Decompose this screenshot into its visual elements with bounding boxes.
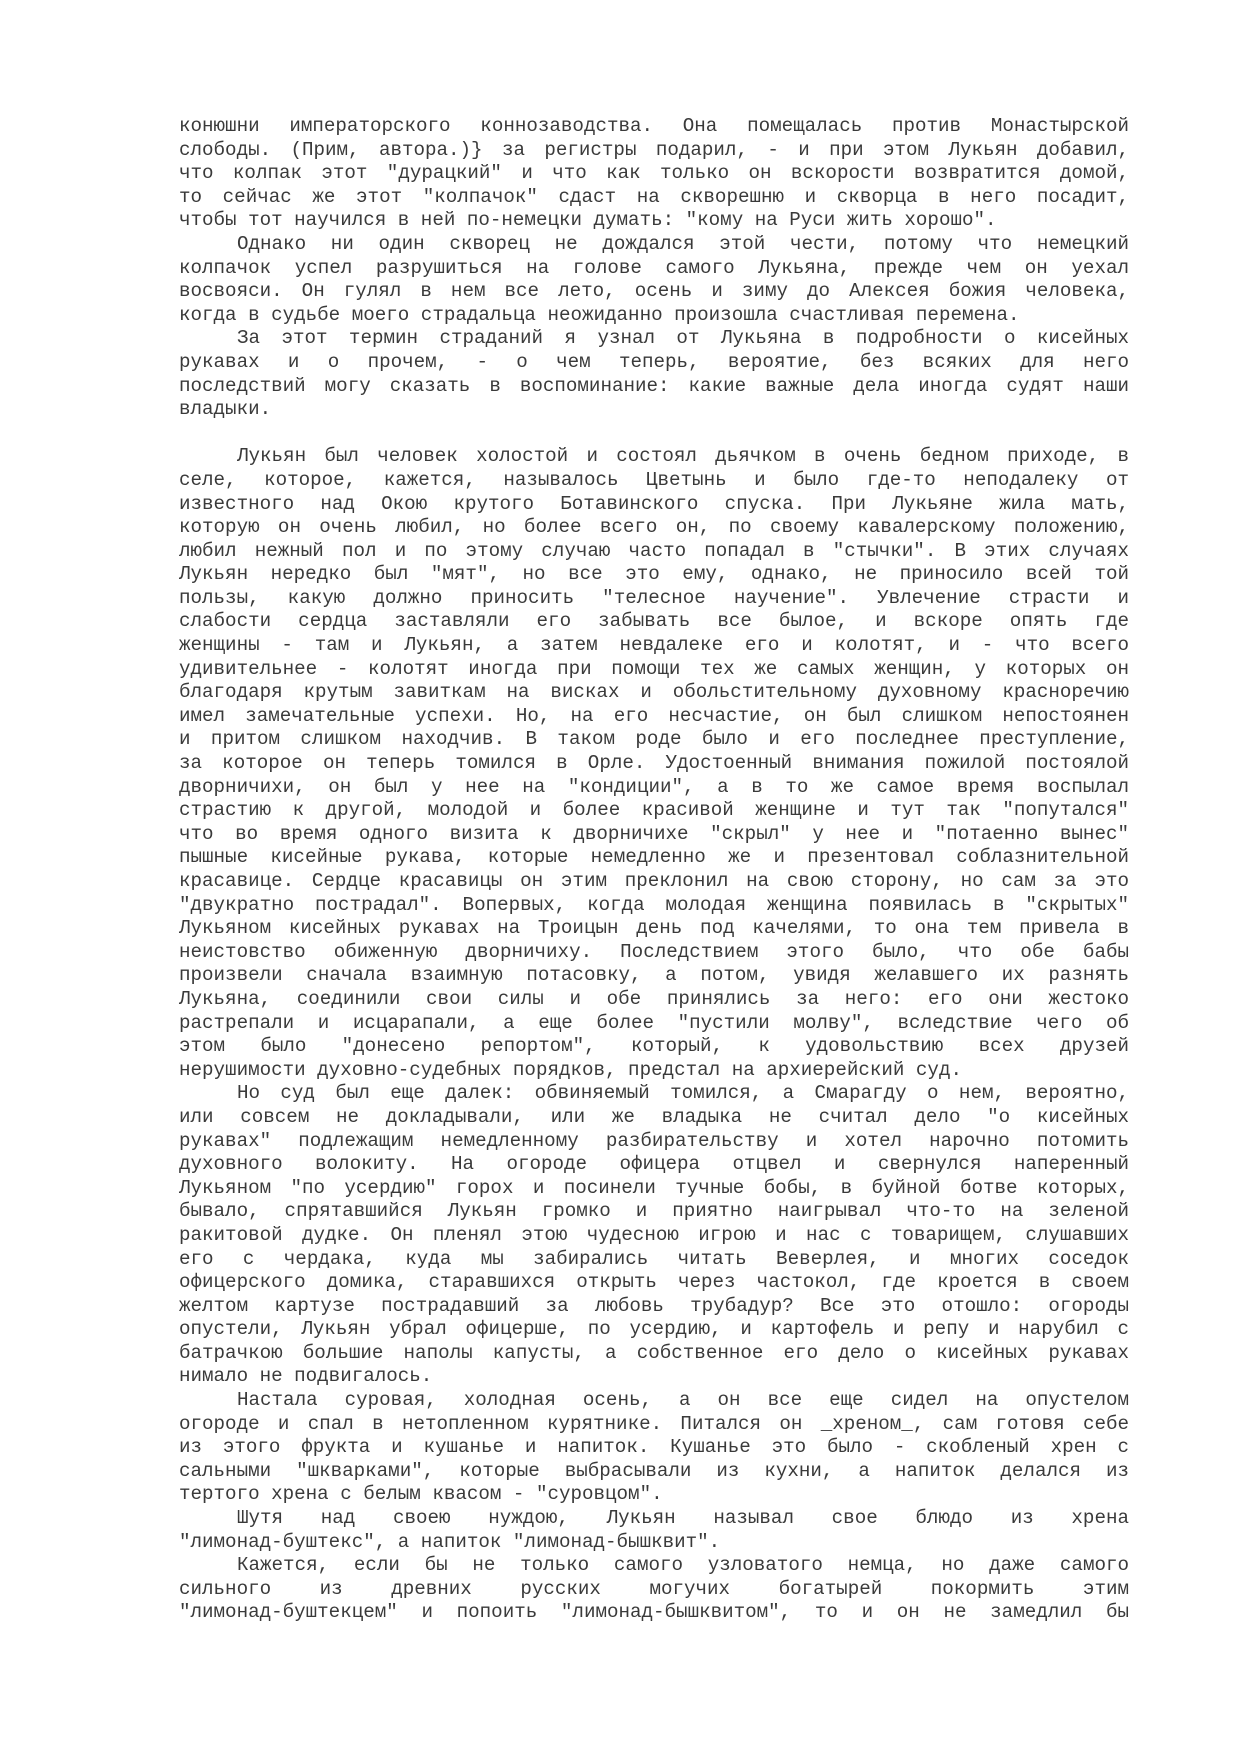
text-line: за которое он теперь томился в Орле. Удостоенный внимания пожилой постоялой	[179, 752, 1129, 775]
text-line: растрепали и исцарапали, а еще более "пустили молву", вследствие чего об	[179, 1011, 1129, 1034]
text-line: удивительнее - колотят иногда при помощи тех же самых женщин, у которых он	[179, 657, 1129, 680]
text-line: слободы. (Прим, автора.)} за регистры подарил, - и при этом Лукьян добавил,	[179, 138, 1129, 161]
text-line: страстию к другой, молодой и более красивой женщине и тут так "попутался"	[179, 799, 1129, 822]
text-line: имел замечательные успехи. Но, на его несчастие, он был слишком непостоянен	[179, 704, 1129, 727]
text-line: "лимонад-буштекс", а напиток "лимонад-бышквит".	[179, 1530, 721, 1553]
text-line: "двукратно пострадал". Вопервых, когда молодая женщина появилась в "скрытых"	[179, 893, 1129, 916]
text-line: его с чердака, куда мы забирались читать Веверлея, и многих соседок	[179, 1247, 1129, 1270]
text-line: которую он очень любил, но более всего он, по своему кавалерскому положению,	[179, 516, 1129, 539]
paragraph	[179, 1082, 1129, 1389]
text-line: Лукьян был человек холостой и состоял дьячком в очень бедном приходе, в	[237, 445, 1129, 468]
text-line: что во время одного визита к дворничихе "скрыл" у нее и "потаенно вынес"	[179, 822, 1129, 845]
text-line: нерушимости духовно-судебных порядков, предстал на архиерейский суд.	[179, 1058, 962, 1081]
paragraph-gap	[179, 422, 1129, 446]
text-line: Шутя над своею нуждою, Лукьян называл свое блюдо из хрена	[237, 1507, 1129, 1530]
text-line: женщины - там и Лукьян, а затем невдалеке его и колотят, и - что всего	[179, 634, 1129, 657]
text-line: владыки.	[179, 398, 272, 421]
text-line: Но суд был еще далек: обвиняемый томился, а Смарагду о нем, вероятно,	[237, 1082, 1129, 1105]
text-line: что колпак этот "дурацкий" и что как только он вскорости возвратится домой,	[179, 162, 1129, 185]
text-line: любил нежный пол и по этому случаю часто попадал в "стычки". В этих случаях	[179, 539, 1129, 562]
text-line: офицерского домика, старавшихся открыть через частокол, где кроется в своем	[179, 1271, 1129, 1294]
text-line: колпачок успел разрушиться на голове самого Лукьяна, прежде чем он уехал	[179, 256, 1129, 279]
text-line: этом было "донесено репортом", который, к удовольствию всех друзей	[179, 1035, 1129, 1058]
text-line: нимало не подвигалось.	[179, 1365, 433, 1388]
text-line: и притом слишком находчив. В таком роде было и его последнее преступление,	[179, 728, 1129, 751]
text-line: ракитовой дудке. Он пленял этою чудесною игрою и нас с товарищем, слушавших	[179, 1223, 1129, 1246]
text-line: благодаря крутым завиткам на висках и обольстительному духовному красноречию	[179, 681, 1129, 704]
text-line: чтобы тот научился в ней по-немецки думать: "кому на Руси жить хорошо".	[179, 209, 997, 232]
text-line: когда в судьбе моего страдальца неожиданно произошла счастливая перемена.	[179, 303, 1020, 326]
text-line: произвели сначала взаимную потасовку, а потом, увидя желавшего их разнять	[179, 964, 1129, 987]
document-page	[179, 115, 1129, 1625]
text-line: Лукьяна, соединили свои силы и обе принялись за него: его они жестоко	[179, 987, 1129, 1010]
text-line: из этого фрукта и кушанье и напиток. Кушанье это было - скобленый хрен с	[179, 1436, 1129, 1459]
text-line: тертого хрена с белым квасом - "суровцом".	[179, 1483, 663, 1506]
text-line: Кажется, если бы не только самого узловатого немца, но даже самого	[237, 1554, 1129, 1577]
text-line: За этот термин страданий я узнал от Лукьяна в подробности о кисейных	[237, 327, 1129, 350]
text-line: рукавах и о прочем, - о чем теперь, вероятие, без всяких для него	[179, 350, 1129, 373]
text-line: рукавах" подлежащим немедленному разбирательству и хотел нарочно потомить	[179, 1129, 1129, 1152]
text-line: Настала суровая, холодная осень, а он все еще сидел на опустелом	[237, 1389, 1129, 1412]
text-line: сальными "шкварками", которые выбрасывали из кухни, а напиток делался из	[179, 1459, 1129, 1482]
paragraph	[179, 115, 1129, 233]
text-line: конюшни императорского коннозаводства. Она помещалась против Монастырской	[179, 115, 1129, 137]
text-line: желтом картузе пострадавший за любовь трубадур? Все это отошло: огороды	[179, 1294, 1129, 1317]
paragraph	[179, 445, 1129, 1082]
text-line: духовного волокиту. На огороде офицера отцвел и свернулся наперенный	[179, 1153, 1129, 1176]
text-line: бывало, спрятавшийся Лукьян громко и приятно наигрывал что-то на зеленой	[179, 1200, 1129, 1223]
text-line: неистовство обиженную дворничиху. Последствием этого было, что обе бабы	[179, 940, 1129, 963]
text-line: Лукьян нередко был "мят", но все это ему, однако, не приносило всей той	[179, 563, 1129, 586]
text-line: то сейчас же этот "колпачок" сдаст на скворешню и скворца в него посадит,	[179, 185, 1129, 208]
text-line: селе, которое, кажется, называлось Цветынь и было где-то неподалеку от	[179, 468, 1129, 491]
text-line: пышные кисейные рукава, которые немедленно же и презентовал соблазнительной	[179, 846, 1129, 869]
text-line: опустели, Лукьян убрал офицерше, по усердию, и картофель и репу и нарубил с	[179, 1318, 1129, 1341]
text-line: "лимонад-буштекцем" и попоить "лимонад-бышквитом", то и он не замедлил бы	[179, 1601, 1129, 1624]
text-line: восвояси. Он гулял в нем все лето, осень и зиму до Алексея божия человека,	[179, 280, 1129, 303]
text-line: сильного из древних русских могучих богатырей покормить этим	[179, 1577, 1129, 1600]
text-line: Лукьяном кисейных рукавах на Троицын день под качелями, то она тем привела в	[179, 917, 1129, 940]
paragraph	[179, 327, 1129, 421]
paragraph	[179, 1507, 1129, 1554]
text-line: Однако ни один скворец не дождался этой чести, потому что немецкий	[237, 232, 1129, 255]
text-line: дворничихи, он был у нее на "кондиции", а в то же самое время воспылал	[179, 775, 1129, 798]
paragraph	[179, 1554, 1129, 1625]
text-line: или совсем не докладывали, или же владыка не считал дело "о кисейных	[179, 1105, 1129, 1128]
text-line: пользы, какую должно приносить "телесное научение". Увлечение страсти и	[179, 586, 1129, 609]
text-line: огороде и спал в нетопленном курятнике. Питался он _хреном_, сам готовя себе	[179, 1412, 1129, 1435]
paragraph	[179, 1389, 1129, 1507]
text-line: слабости сердца заставляли его забывать все былое, и вскоре опять где	[179, 610, 1129, 633]
text-line: известного над Окою крутого Ботавинского спуска. При Лукьяне жила мать,	[179, 492, 1129, 515]
text-line: последствий могу сказать в воспоминание: какие важные дела иногда судят наши	[179, 374, 1129, 397]
text-line: батрачкою большие наполы капусты, а собственное его дело о кисейных рукавах	[179, 1341, 1129, 1364]
paragraph	[179, 233, 1129, 327]
text-line: Лукьяном "по усердию" горох и посинели тучные бобы, в буйной ботве которых,	[179, 1176, 1129, 1199]
text-line: красавице. Сердце красавицы он этим преклонил на свою сторону, но сам за это	[179, 870, 1129, 892]
